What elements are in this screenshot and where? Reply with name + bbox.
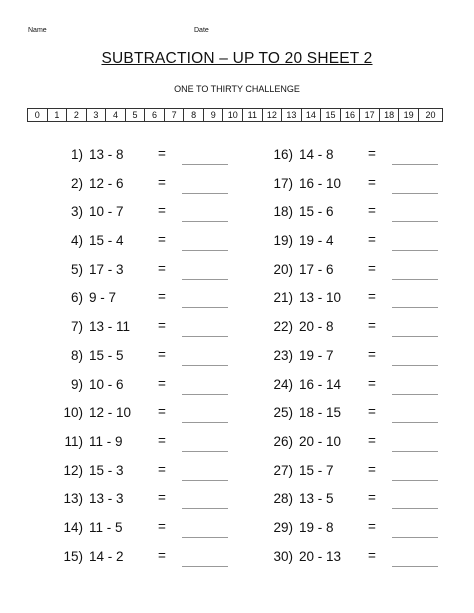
answer-blank[interactable] [392,250,438,251]
answer-blank[interactable] [392,336,438,337]
problem-expression: 20 - 13 [299,548,342,564]
equals-sign: = [368,174,376,190]
answer-blank[interactable] [392,537,438,538]
problem-expression: 19 - 8 [299,519,334,535]
answer-blank[interactable] [182,394,228,395]
number-line-cell: 19 [399,109,419,121]
problem-expression: 9 - 7 [89,290,117,306]
equals-sign: = [158,146,166,161]
equals-sign: = [158,432,166,448]
problem-expression: 15 - 6 [299,204,334,220]
equals-sign: = [368,203,376,219]
number-line-cell: 5 [126,109,146,121]
number-line-cell: 15 [321,109,341,121]
number-line-cell: 9 [204,109,224,121]
problem-number: 24) [273,376,293,392]
problem-row [245,229,455,258]
equals-sign: = [158,346,166,362]
answer-blank[interactable] [392,193,438,194]
problem-expression: 20 - 10 [299,433,342,449]
number-line-cell: 17 [360,109,380,121]
problem-expression: 13 - 10 [299,290,342,306]
equals-sign: = [368,404,376,420]
problem-row [35,315,245,344]
problem-row [245,373,455,402]
problem-row [245,286,455,315]
problem-expression: 13 - 5 [299,491,334,507]
answer-blank[interactable] [182,537,228,538]
problems-column-left [35,143,245,573]
problem-expression: 11 - 9 [89,433,123,449]
problem-expression: 14 - 8 [299,147,334,162]
problem-expression: 15 - 3 [89,462,124,478]
number-line-cell: 2 [67,109,87,121]
problem-expression: 15 - 7 [299,462,334,478]
problem-expression: 15 - 5 [89,347,124,363]
equals-sign: = [158,260,166,276]
problem-expression: 11 - 5 [89,519,123,535]
problem-number: 10) [63,405,83,421]
answer-blank[interactable] [392,394,438,395]
problem-row [245,315,455,344]
answer-blank[interactable] [392,221,438,222]
problem-number: 6) [70,290,83,306]
problem-number: 15) [63,548,83,564]
problem-number: 13) [63,491,83,507]
problem-number: 16) [273,147,293,162]
answer-blank[interactable] [182,451,228,452]
name-label: Name [28,27,47,34]
problem-number: 1) [70,147,83,162]
equals-sign: = [158,490,166,506]
equals-sign: = [368,318,376,334]
problem-expression: 14 - 2 [89,548,124,564]
number-line-cell: 12 [263,109,283,121]
problem-expression: 20 - 8 [299,319,334,335]
problem-row [245,344,455,373]
number-line-cell: 0 [28,109,48,121]
problem-expression: 12 - 10 [89,405,132,421]
problem-row [245,545,455,574]
problem-expression: 17 - 3 [89,261,124,277]
answer-blank[interactable] [182,164,228,165]
equals-sign: = [368,260,376,276]
equals-sign: = [368,547,376,563]
problem-number: 3) [70,204,83,220]
worksheet-title: SUBTRACTION – UP TO 20 SHEET 2 [101,50,373,67]
problem-row [35,286,245,315]
equals-sign: = [368,375,376,391]
worksheet-subtitle: ONE TO THIRTY CHALLENGE [174,84,300,94]
equals-sign: = [368,346,376,362]
problem-number: 27) [273,462,293,478]
problem-row [245,143,455,172]
problem-expression: 12 - 6 [89,175,124,191]
problem-row [35,516,245,545]
problem-expression: 16 - 14 [299,376,342,392]
equals-sign: = [368,518,376,534]
problem-expression: 13 - 11 [89,319,131,335]
date-label: Date [194,27,209,34]
answer-blank[interactable] [392,307,438,308]
answer-blank[interactable] [182,221,228,222]
answer-blank[interactable] [182,365,228,366]
answer-blank[interactable] [182,250,228,251]
answer-blank[interactable] [392,365,438,366]
problem-number: 30) [273,548,293,564]
problem-row [245,200,455,229]
problem-row [245,401,455,430]
problem-number: 26) [273,433,293,449]
equals-sign: = [158,375,166,391]
answer-blank[interactable] [392,480,438,481]
problem-row [35,487,245,516]
problem-row [245,258,455,287]
problems-column-right [245,143,455,573]
problem-number: 4) [70,233,83,249]
equals-sign: = [158,518,166,534]
problem-number: 22) [273,319,293,335]
number-line-cell: 4 [106,109,126,121]
number-line-cell: 8 [184,109,204,121]
problem-row [35,200,245,229]
problem-row [35,459,245,488]
number-line-cell: 10 [223,109,243,121]
answer-blank[interactable] [182,307,228,308]
problem-number: 8) [70,347,83,363]
problem-row [35,545,245,574]
problem-expression: 10 - 6 [89,376,124,392]
problem-number: 23) [273,347,293,363]
answer-blank[interactable] [392,164,438,165]
problem-number: 7) [70,319,83,335]
equals-sign: = [158,461,166,477]
problem-number: 9) [70,376,83,392]
problem-expression: 13 - 3 [89,491,124,507]
problem-number: 19) [273,233,293,249]
problem-number: 12) [63,462,83,478]
problem-row [35,229,245,258]
answer-blank[interactable] [392,508,438,509]
problem-row [245,430,455,459]
problem-expression: 19 - 7 [299,347,334,363]
problem-row [35,143,245,172]
problem-number: 25) [273,405,293,421]
answer-blank[interactable] [182,422,228,423]
problem-row [35,258,245,287]
number-line-cell: 13 [282,109,302,121]
number-line-cell: 14 [302,109,322,121]
equals-sign: = [368,232,376,248]
number-line-cell: 1 [48,109,68,121]
number-line-cell: 11 [243,109,263,121]
equals-sign: = [158,174,166,190]
problem-number: 18) [273,204,293,220]
answer-blank[interactable] [392,566,438,567]
equals-sign: = [368,146,376,161]
number-line [27,108,443,122]
answer-blank[interactable] [182,336,228,337]
problem-number: 17) [273,175,293,191]
problem-expression: 16 - 10 [299,175,342,191]
problem-expression: 19 - 4 [299,233,334,249]
equals-sign: = [158,203,166,219]
answer-blank[interactable] [182,480,228,481]
problem-row [35,430,245,459]
equals-sign: = [368,432,376,448]
answer-blank[interactable] [392,279,438,280]
answer-blank[interactable] [392,451,438,452]
answer-blank[interactable] [182,279,228,280]
answer-blank[interactable] [182,508,228,509]
problem-expression: 15 - 4 [89,233,124,249]
problem-number: 21) [273,290,293,306]
problem-row [35,401,245,430]
problem-expression: 13 - 8 [89,147,124,162]
problem-row [35,373,245,402]
equals-sign: = [158,318,166,334]
problem-row [245,516,455,545]
problem-expression: 10 - 7 [89,204,124,220]
problem-number: 20) [273,261,293,277]
problem-number: 5) [70,261,83,277]
equals-sign: = [368,461,376,477]
problem-number: 2) [70,175,83,191]
problem-expression: 17 - 6 [299,261,334,277]
problem-row [245,172,455,201]
problem-number: 14) [63,519,83,535]
problem-number: 11) [64,433,83,449]
answer-blank[interactable] [392,422,438,423]
answer-blank[interactable] [182,566,228,567]
equals-sign: = [158,232,166,248]
number-line-cell: 3 [87,109,107,121]
answer-blank[interactable] [182,193,228,194]
equals-sign: = [368,289,376,305]
problem-row [35,344,245,373]
equals-sign: = [368,490,376,506]
number-line-cell: 7 [165,109,185,121]
equals-sign: = [158,547,166,563]
problem-row [35,172,245,201]
problem-row [245,459,455,488]
equals-sign: = [158,404,166,420]
problem-number: 29) [273,519,293,535]
problem-expression: 18 - 15 [299,405,342,421]
number-line-cell: 20 [425,110,436,120]
number-line-cell: 16 [341,109,361,121]
number-line-cell: 18 [380,109,400,121]
number-line-cell: 6 [145,109,165,121]
problem-row [245,487,455,516]
problem-number: 28) [273,491,293,507]
equals-sign: = [158,289,166,305]
